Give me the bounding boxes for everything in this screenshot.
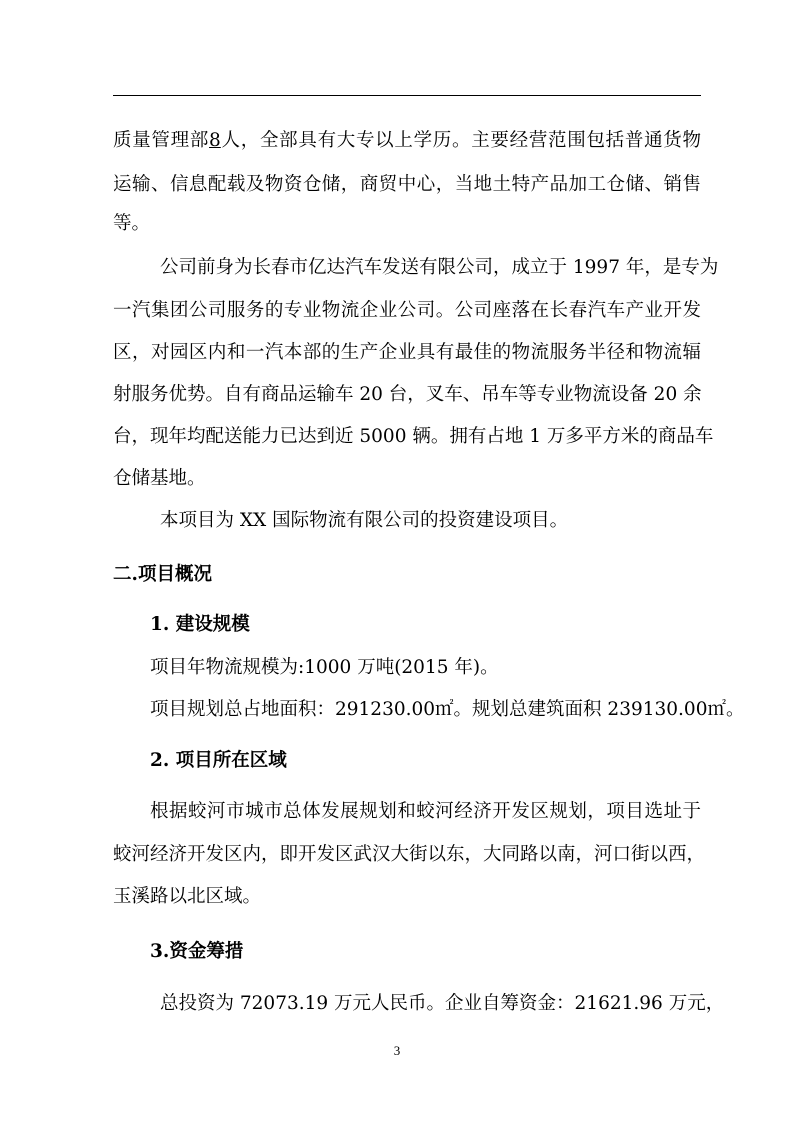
history-line-3: 区，对园区内和一汽本部的生产企业具有最佳的物流服务半径和物流辐 xyxy=(113,342,701,363)
funding-line-1: 总投资为 72073.19 万元人民币。企业自筹资金：21621.96 万元， xyxy=(160,993,725,1014)
logistics-scale-line: 项目年物流规模为:1000 万吨(2015 年)。 xyxy=(150,657,499,678)
history-line-2: 一汽集团公司服务的专业物流企业公司。公司座落在长春汽车产业开发 xyxy=(113,300,701,321)
subsection-1-heading: 1. 建设规模 xyxy=(150,614,250,635)
land-area-line: 项目规划总占地面积：291230.00㎡。规划总建筑面积 239130.00㎡。 xyxy=(150,699,745,720)
history-line-5: 台，现年均配送能力已达到近 5000 辆。拥有占地 1 万多平方米的商品车 xyxy=(113,426,714,447)
intro-line-1-part-a: 质量管理部 xyxy=(113,130,210,151)
history-line-6: 仓储基地。 xyxy=(113,468,206,489)
intro-line-1 xyxy=(113,128,701,153)
history-line-1: 公司前身为长春市亿达汽车发送有限公司，成立于 1997 年，是专为 xyxy=(160,257,719,278)
subsection-2-heading: 2. 项目所在区域 xyxy=(150,750,287,771)
location-line-1: 根据蛟河市城市总体发展规划和蛟河经济开发区规划，项目选址于 xyxy=(150,801,701,822)
underlined-number: 8 xyxy=(209,130,221,151)
page-number: 3 xyxy=(393,1043,401,1058)
intro-line-1-part-b: 人，全部具有大专以上学历。主要经营范围包括普通货物 xyxy=(220,130,701,151)
subsection-3-heading: 3.资金筹措 xyxy=(150,941,244,962)
history-line-4: 射服务优势。自有商品运输车 20 台，叉车、吊车等专业物流设备 20 余 xyxy=(113,384,702,405)
location-line-3: 玉溪路以北区域。 xyxy=(113,886,262,907)
project-note: 本项目为 XX 国际物流有限公司的投资建设项目。 xyxy=(160,510,569,531)
location-line-2: 蛟河经济开发区内，即开发区武汉大街以东，大同路以南，河口街以西， xyxy=(113,844,706,865)
section-2-heading: 二.项目概况 xyxy=(113,564,212,585)
header-rule xyxy=(113,95,701,96)
intro-line-3: 等。 xyxy=(113,213,151,234)
intro-line-2: 运输、信息配载及物资仓储，商贸中心，当地土特产品加工仓储、销售 xyxy=(113,174,701,195)
